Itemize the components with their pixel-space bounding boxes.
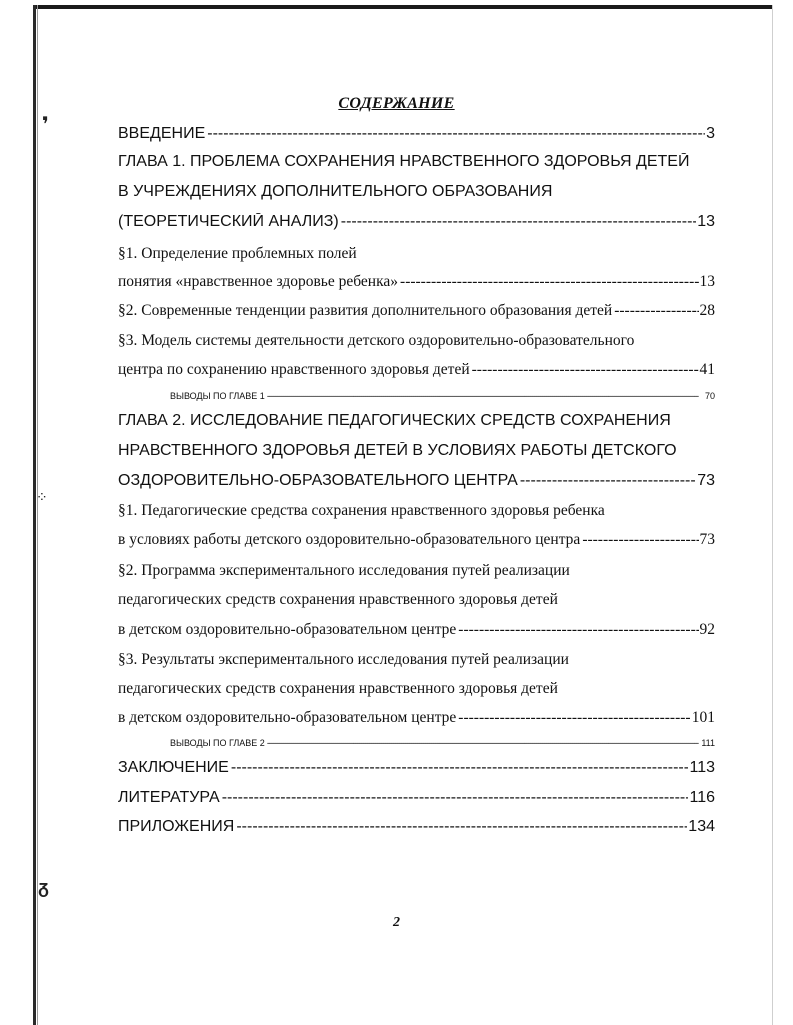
toc-entry-text: НРАВСТВЕННОГО ЗДОРОВЬЯ ДЕТЕЙ В УСЛОВИЯХ РАБОТЫ ДЕТСКОГО xyxy=(118,442,677,459)
toc-entry-section-2-1-line[interactable] xyxy=(118,502,715,524)
toc-entry-conclusions-2[interactable] xyxy=(170,738,715,750)
toc-entry-page: 28 xyxy=(699,302,715,319)
toc-entry-chapter-1-line[interactable] xyxy=(118,183,715,205)
toc-entry-section-1-3[interactable] xyxy=(118,361,715,383)
toc-entry-text: педагогических средств сохранения нравственного здоровья детей xyxy=(118,591,558,608)
toc-leader-dots xyxy=(472,361,699,379)
toc-entry-text: ЛИТЕРАТУРА xyxy=(118,789,220,806)
toc-entry-text: ВЫВОДЫ ПО ГЛАВЕ 1 xyxy=(170,391,265,401)
toc-entry-literature[interactable] xyxy=(118,789,715,811)
toc-entry-text: педагогических средств сохранения нравственного здоровья детей xyxy=(118,680,558,697)
toc-entry-text: понятия «нравственное здоровье ребенка» xyxy=(118,273,399,290)
toc-entry-page: 13 xyxy=(697,213,715,230)
toc-entry-chapter-2[interactable] xyxy=(118,472,715,494)
toc-leader-dots xyxy=(400,273,698,291)
toc-leader-dots xyxy=(458,621,698,639)
toc-leader-dots xyxy=(222,789,689,807)
toc-entry-page: 3 xyxy=(706,125,715,142)
toc-entry-page: 101 xyxy=(691,709,715,726)
toc-entry-page: 13 xyxy=(699,273,715,290)
toc-leader-dots xyxy=(207,125,705,143)
page-number: 2 xyxy=(393,915,400,930)
toc-entry-introduction[interactable] xyxy=(118,125,715,147)
toc-entry-text: ВВЕДЕНИЕ xyxy=(118,125,206,142)
toc-entry-chapter-1[interactable] xyxy=(118,213,715,235)
toc-entry-text: ГЛАВА 1. ПРОБЛЕМА СОХРАНЕНИЯ НРАВСТВЕННОГО ЗДОРОВЬЯ ДЕТЕЙ xyxy=(118,153,690,170)
toc-leader-dots xyxy=(231,759,689,777)
toc-entry-text: §2. Современные тенденции развития дополнительного образования детей xyxy=(118,302,613,319)
toc-entry-page: 116 xyxy=(689,789,715,806)
toc-leader-dots xyxy=(267,738,701,748)
toc-title: СОДЕРЖАНИЕ xyxy=(338,95,455,112)
toc-entry-text: ВЫВОДЫ ПО ГЛАВЕ 2 xyxy=(170,738,265,748)
toc-entry-chapter-2-line[interactable] xyxy=(118,442,715,464)
toc-entry-chapter-2-line[interactable] xyxy=(118,412,715,434)
toc-entry-text: ГЛАВА 2. ИССЛЕДОВАНИЕ ПЕДАГОГИЧЕСКИХ СРЕДСТВ СОХРАНЕНИЯ xyxy=(118,412,671,429)
scan-edge-top xyxy=(33,5,773,9)
toc-entry-conclusion[interactable] xyxy=(118,759,715,781)
toc-leader-dots xyxy=(267,391,704,401)
toc-leader-dots xyxy=(341,213,696,231)
toc-entry-text: §2. Программа экспериментального исследования путей реализации xyxy=(118,562,570,579)
toc-entry-text: §3. Результаты экспериментального исследования путей реализации xyxy=(118,651,569,668)
toc-entry-text: в детском оздоровительно-образовательном центре xyxy=(118,621,457,638)
scan-edge-left-shadow xyxy=(37,5,38,1025)
toc-entry-conclusions-1[interactable] xyxy=(170,391,715,403)
toc-entry-appendices[interactable] xyxy=(118,818,715,840)
toc-entry-page: 134 xyxy=(688,818,715,835)
toc-entry-page: 113 xyxy=(689,759,715,776)
toc-entry-text: центра по сохранению нравственного здоровья детей xyxy=(118,361,470,378)
scan-edge-left xyxy=(33,5,36,1025)
toc-entry-text: В УЧРЕЖДЕНИЯХ ДОПОЛНИТЕЛЬНОГО ОБРАЗОВАНИЯ xyxy=(118,183,553,200)
toc-entry-section-2-3-line[interactable] xyxy=(118,651,715,673)
toc-entry-text: (ТЕОРЕТИЧЕСКИЙ АНАЛИЗ) xyxy=(118,213,339,230)
scan-mark: ❜ xyxy=(42,112,49,136)
toc-entry-section-1-1-line[interactable] xyxy=(118,245,715,267)
toc-entry-text: §1. Определение проблемных полей xyxy=(118,245,357,262)
toc-leader-dots xyxy=(458,709,690,727)
toc-entry-chapter-1-line[interactable] xyxy=(118,153,715,175)
toc-entry-section-2-2-line[interactable] xyxy=(118,591,715,613)
toc-entry-page: 73 xyxy=(699,531,715,548)
toc-entry-section-2-3[interactable] xyxy=(118,709,715,731)
toc-entry-section-2-3-line[interactable] xyxy=(118,680,715,702)
toc-entry-section-2-2[interactable] xyxy=(118,621,715,643)
toc-leader-dots xyxy=(520,472,696,490)
toc-leader-dots xyxy=(236,818,687,836)
toc-entry-text: §1. Педагогические средства сохранения нравственного здоровья ребенка xyxy=(118,502,605,519)
scan-mark: ᵹ xyxy=(38,877,49,898)
toc-entry-text: в условиях работы детского оздоровительно-образовательного центра xyxy=(118,531,581,548)
toc-entry-text: ПРИЛОЖЕНИЯ xyxy=(118,818,235,835)
toc-entry-text: ОЗДОРОВИТЕЛЬНО-ОБРАЗОВАТЕЛЬНОГО ЦЕНТРА xyxy=(118,472,518,489)
toc-entry-text: ЗАКЛЮЧЕНИЕ xyxy=(118,759,229,776)
toc-entry-text: в детском оздоровительно-образовательном центре xyxy=(118,709,457,726)
toc-entry-text: §3. Модель системы деятельности детского оздоровительно-образовательного xyxy=(118,332,635,349)
toc-entry-page: 92 xyxy=(699,621,715,638)
scan-mark: ⁘ xyxy=(36,490,48,506)
toc-entry-section-2-2-line[interactable] xyxy=(118,562,715,584)
toc-entry-page: 41 xyxy=(699,361,715,378)
toc-leader-dots xyxy=(614,302,698,320)
toc-leader-dots xyxy=(582,531,698,549)
toc-entry-section-1-2[interactable] xyxy=(118,302,715,324)
toc-entry-section-2-1[interactable] xyxy=(118,531,715,553)
toc-entry-section-1-3-line[interactable] xyxy=(118,332,715,354)
toc-entry-page: 111 xyxy=(701,738,715,748)
toc-entry-section-1-1[interactable] xyxy=(118,273,715,295)
toc-entry-page: 70 xyxy=(704,391,715,401)
scan-edge-right xyxy=(772,5,773,1025)
toc-entry-page: 73 xyxy=(697,472,715,489)
